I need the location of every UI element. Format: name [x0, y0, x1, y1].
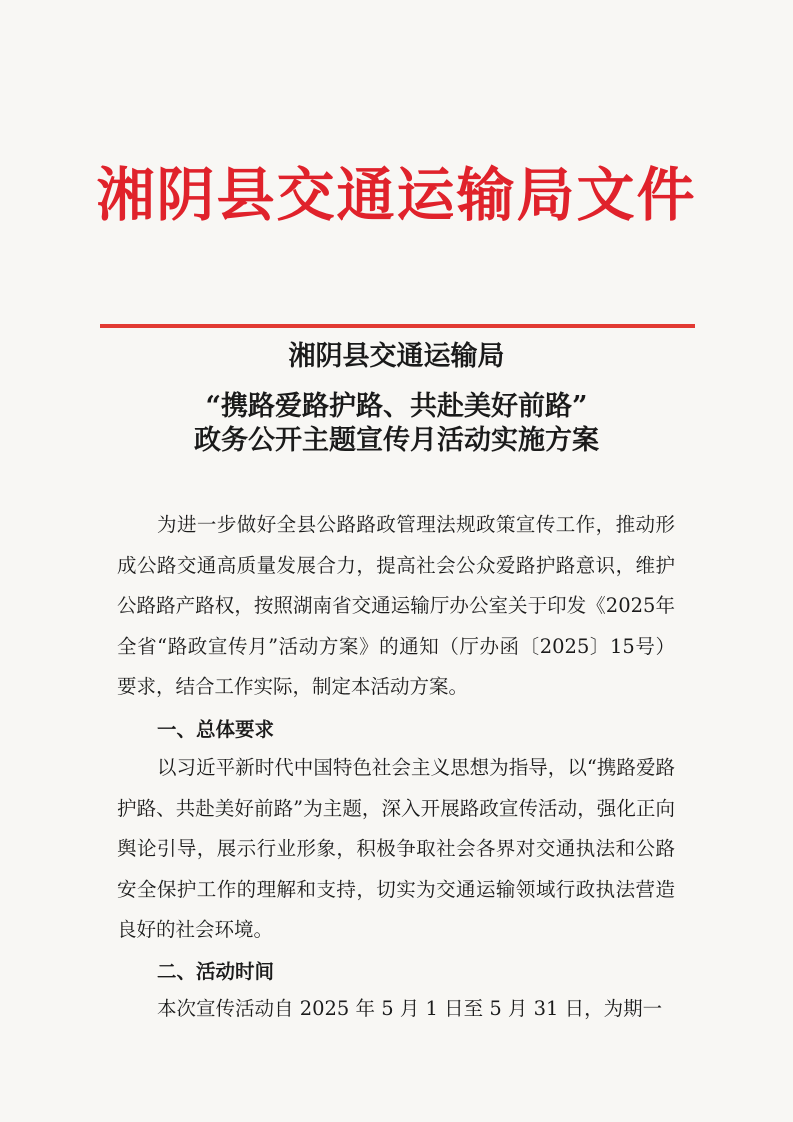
- document-title-line-3: 政务公开主题宣传月活动实施方案: [194, 425, 599, 456]
- intro-paragraph: 为进一步做好全县公路路政管理法规政策宣传工作，推动形成公路交通高质量发展合力，提高社会公众爱路护路意识，维护公路路产路权，按照湖南省交通运输厅办公室关于印发《2025年全省“路政宣传月”活动方案》的通知（厅办函〔2025〕15号）要求，结合工作实际，制定本活动方案。: [117, 513, 675, 698]
- document-title-line-2: “携路爱路护路、共赴美好前路”: [205, 391, 588, 422]
- header-red-rule: [100, 324, 695, 328]
- document-title-line-1: 湘阴县交通运输局: [288, 341, 505, 372]
- section-paragraph-activity-time: 本次宣传活动自 2025 年 5 月 1 日至 5 月 31 日，为期一: [157, 997, 663, 1020]
- section-heading-activity-time: 二、活动时间: [157, 960, 275, 983]
- section-paragraph-general-requirements: 以习近平新时代中国特色社会主义思想为指导，以“携路爱路护路、共赴美好前路”为主题，深入开展路政宣传活动，强化正向舆论引导，展示行业形象，积极争取社会各界对交通执法和公路安全保护工作的理解和支持，切实为交通运输领域行政执法营造良好的社会环境。: [117, 756, 675, 941]
- section-heading-general-requirements: 一、总体要求: [157, 718, 275, 741]
- document-header-title: 湘阴县交通运输局文件: [96, 161, 697, 229]
